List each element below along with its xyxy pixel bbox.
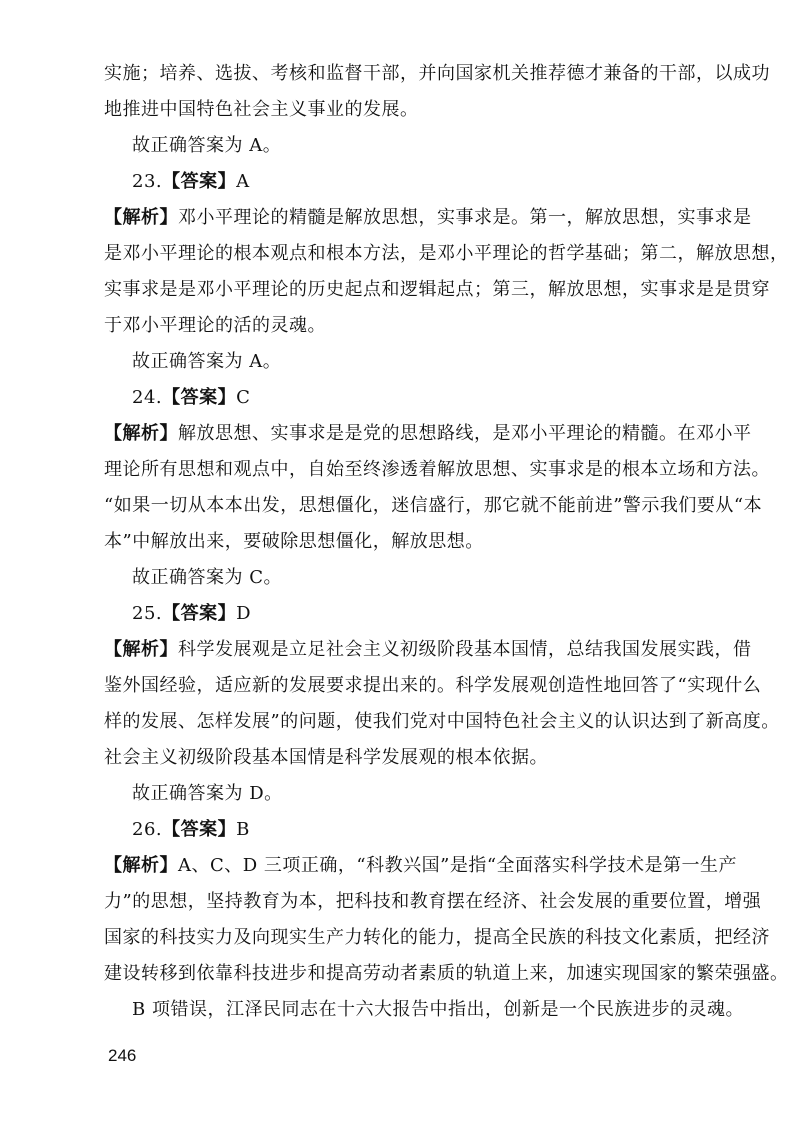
analysis-text: A、C、D 三项正确，“科教兴国”是指“全面落实科学技术是第一生产 (178, 855, 738, 876)
analysis-text: 解放思想、实事求是是党的思想路线，是邓小平理论的精髓。在邓小平 (178, 423, 752, 444)
answer-label: 【答案】 (162, 819, 237, 840)
analysis-text: 邓小平理论的精髓是解放思想，实事求是。第一，解放思想，实事求是 (178, 207, 752, 228)
answer-line (104, 170, 724, 194)
text-line: “如果一切从本本出发，思想僵化，迷信盛行，那它就不能前进”警示我们要从“本 (104, 495, 763, 516)
analysis-label: 【解析】 (104, 423, 178, 444)
answer-label: 【答案】 (162, 603, 237, 624)
text-line: 是邓小平理论的根本观点和根本方法，是邓小平理论的哲学基础；第二，解放思想， (104, 243, 789, 264)
analysis-label: 【解析】 (104, 639, 178, 660)
answer-value: C (236, 387, 251, 408)
text-line: B 项错误，江泽民同志在十六大报告中指出，创新是一个民族进步的灵魂。 (132, 999, 744, 1020)
analysis-label: 【解析】 (104, 855, 178, 876)
analysis-line (104, 854, 738, 878)
analysis-label: 【解析】 (104, 207, 178, 228)
question-number: 26. (132, 819, 163, 840)
text-line: 故正确答案为 D。 (132, 783, 283, 804)
answer-line (104, 818, 724, 842)
page-content (104, 62, 789, 1034)
text-line: 故正确答案为 A。 (132, 351, 282, 372)
analysis-line (104, 206, 752, 230)
text-line: 地推进中国特色社会主义事业的发展。 (104, 99, 419, 120)
analysis-line (104, 422, 752, 446)
answer-value: D (236, 603, 252, 624)
text-line: 实施；培养、选拔、考核和监督干部，并向国家机关推荐德才兼备的干部，以成功 (104, 63, 770, 84)
answer-line (104, 386, 724, 410)
answer-label: 【答案】 (162, 171, 237, 192)
answer-value: A (236, 171, 250, 192)
text-line: 社会主义初级阶段基本国情是科学发展观的根本依据。 (104, 747, 548, 768)
answer-value: B (236, 819, 250, 840)
text-line: 故正确答案为 A。 (132, 135, 282, 156)
answer-line (104, 602, 724, 626)
text-line: 力”的思想，坚持教育为本，把科技和教育摆在经济、社会发展的重要位置，增强 (104, 891, 762, 912)
text-line: 鉴外国经验，适应新的发展要求提出来的。科学发展观创造性地回答了“实现什么 (104, 675, 762, 696)
text-line: 故正确答案为 C。 (132, 567, 282, 588)
text-line: 样的发展、怎样发展”的问题，使我们党对中国特色社会主义的认识达到了新高度。 (104, 711, 780, 732)
text-line: 国家的科技实力及向现实生产力转化的能力，提高全民族的科技文化素质，把经济 (104, 927, 770, 948)
page-number: 246 (108, 1046, 137, 1065)
question-number: 24. (132, 387, 163, 408)
answer-label: 【答案】 (162, 387, 237, 408)
analysis-text: 科学发展观是立足社会主义初级阶段基本国情，总结我国发展实践，借 (178, 639, 752, 660)
text-line: 实事求是是邓小平理论的历史起点和逻辑起点；第三，解放思想，实事求是是贯穿 (104, 279, 770, 300)
text-line: 建设转移到依靠科技进步和提高劳动者素质的轨道上来，加速实现国家的繁荣强盛。 (104, 963, 789, 984)
text-line: 本”中解放出来，要破除思想僵化，解放思想。 (104, 531, 484, 552)
analysis-line (104, 638, 752, 662)
text-line: 理论所有思想和观点中，自始至终渗透着解放思想、实事求是的根本立场和方法。 (104, 459, 770, 480)
text-line: 于邓小平理论的活的灵魂。 (104, 315, 326, 336)
question-number: 23. (132, 171, 163, 192)
question-number: 25. (132, 603, 163, 624)
